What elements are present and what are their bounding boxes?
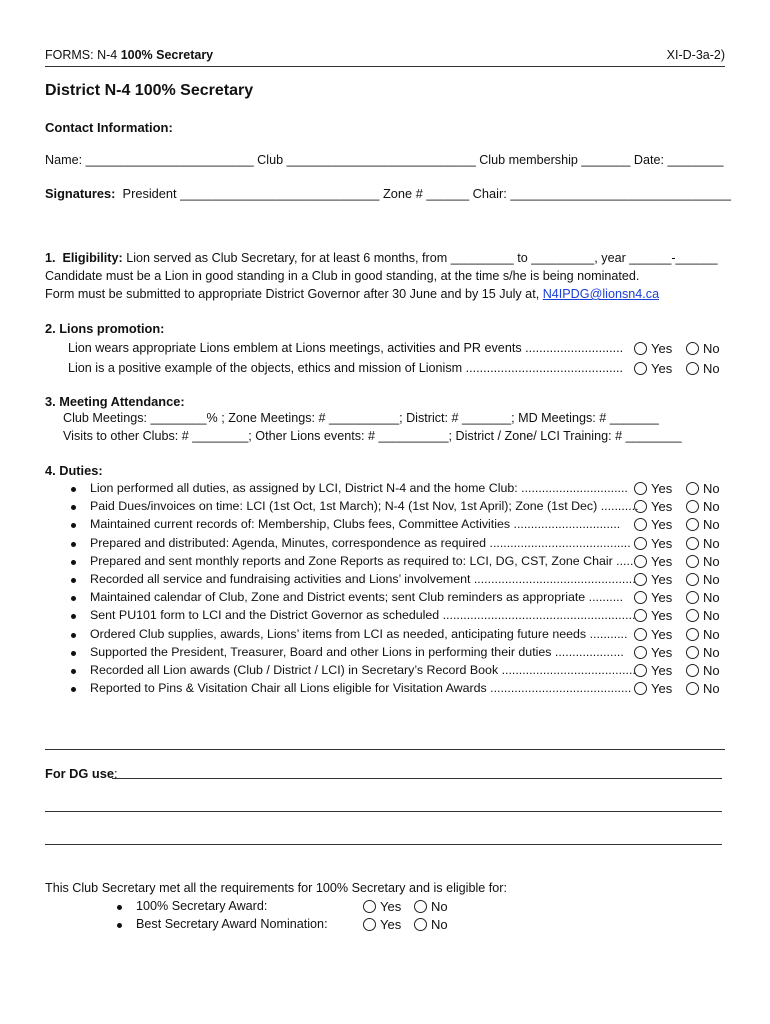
dg-use-line[interactable] [45, 811, 722, 812]
bullet-icon [71, 687, 76, 692]
no-label: No [703, 681, 720, 697]
form-code-bold: 100% Secretary [120, 48, 214, 62]
yes-radio-icon[interactable] [634, 342, 647, 355]
yes-label: Yes [651, 572, 673, 587]
yes-label: Yes [651, 361, 673, 376]
no-option[interactable] [686, 645, 720, 660]
yes-radio-icon[interactable] [634, 591, 647, 604]
form-reference: XI-D-3a-2) [666, 48, 725, 62]
eligibility-label: Eligibility: [62, 251, 123, 265]
duty-item: Prepared and distributed: Agenda, Minutes, correspondence as required ......................................... [90, 535, 631, 550]
divider [45, 749, 725, 750]
yes-option[interactable] [634, 517, 672, 532]
yes-label: Yes [380, 899, 402, 914]
yes-option[interactable] [634, 536, 672, 551]
bullet-icon [71, 669, 76, 674]
duties-heading: 4. Duties: [45, 463, 103, 478]
no-label: No [431, 899, 448, 914]
yes-label: Yes [651, 481, 673, 496]
yes-radio-icon[interactable] [634, 537, 647, 550]
no-radio-icon[interactable] [686, 482, 699, 495]
attendance-line-2[interactable]: Visits to other Clubs: # ________; Other Lions events: # __________; District / Zone/ LCI Training: # ________ [63, 429, 682, 443]
duty-item: Maintained current records of: Membership, Clubs fees, Committee Activities ............................... [90, 517, 621, 532]
no-label: No [703, 626, 720, 642]
dg-use-label: For DG use [45, 766, 114, 781]
no-radio-icon[interactable] [686, 646, 699, 659]
no-label: No [703, 499, 720, 515]
no-radio-icon[interactable] [686, 362, 699, 375]
yes-radio-icon[interactable] [363, 900, 376, 913]
yes-radio-icon[interactable] [363, 918, 376, 931]
duty-item: Recorded all service and fundraising activities and Lions’ involvement ............................................... [90, 572, 636, 586]
promotion-item: Lion is a positive example of the objects, ethics and mission of Lionism ............................................. [68, 361, 624, 375]
yes-radio-icon[interactable] [634, 482, 647, 495]
yes-label: Yes [651, 663, 673, 678]
yes-option[interactable] [634, 627, 672, 642]
no-label: No [703, 341, 720, 356]
dg-use-row [45, 766, 118, 781]
no-option[interactable] [686, 341, 720, 356]
no-option[interactable] [686, 536, 720, 551]
promotion-item: Lion wears appropriate Lions emblem at Lions meetings, activities and PR events ............................ [68, 341, 624, 355]
yes-label: Yes [651, 553, 673, 569]
no-option[interactable] [686, 663, 720, 678]
yes-label: Yes [380, 917, 402, 932]
eligibility-statement: This Club Secretary met all the requirements for 100% Secretary and is eligible for: [45, 881, 507, 895]
yes-option[interactable] [634, 361, 672, 376]
no-radio-icon[interactable] [686, 628, 699, 641]
yes-radio-icon[interactable] [634, 362, 647, 375]
no-radio-icon[interactable] [686, 555, 699, 568]
bullet-icon [71, 560, 76, 565]
dg-use-line[interactable] [112, 778, 722, 779]
duty-item: Supported the President, Treasurer, Board and other Lions in performing their duties .................... [90, 644, 624, 659]
award-item: Best Secretary Award Nomination: [136, 917, 328, 931]
bullet-icon [71, 542, 76, 547]
yes-radio-icon[interactable] [634, 555, 647, 568]
yes-radio-icon[interactable] [634, 609, 647, 622]
bullet-icon [117, 905, 122, 910]
no-label: No [703, 663, 720, 678]
eligibility-deadline-text: Form must be submitted to appropriate District Governor after 30 June and by 15 July at, [45, 287, 543, 301]
no-option[interactable] [686, 572, 720, 587]
yes-label: Yes [651, 644, 673, 660]
no-option[interactable] [686, 608, 720, 623]
no-option[interactable] [414, 917, 448, 932]
eligibility-line-2: Candidate must be a Lion in good standing in a Club in good standing, at the time s/he is being nominated. [45, 269, 640, 283]
attendance-line-1[interactable]: Club Meetings: ________% ; Zone Meetings: # __________; District: # _______; MD Meetings: # _______ [63, 411, 659, 425]
bullet-icon [71, 523, 76, 528]
duty-item: Paid Dues/invoices on time: LCI (1st Oct, 1st March); N-4 (1st Nov, 1st April); Zone (1st Dec) ........... [90, 499, 639, 514]
yes-option[interactable] [634, 590, 672, 605]
no-option[interactable] [686, 627, 720, 642]
duty-item: Ordered Club supplies, awards, Lions’ items from LCI as needed, anticipating future needs ........... [90, 626, 628, 641]
award-item: 100% Secretary Award: [136, 899, 268, 913]
no-radio-icon[interactable] [686, 537, 699, 550]
bullet-icon [117, 923, 122, 928]
page-title: District N-4 100% Secretary [45, 82, 254, 99]
bullet-icon [71, 596, 76, 601]
no-option[interactable] [686, 681, 720, 696]
no-option[interactable] [686, 499, 720, 514]
no-radio-icon[interactable] [414, 918, 427, 931]
yes-option[interactable] [634, 663, 672, 678]
signatures-label: Signatures: [45, 186, 116, 201]
no-radio-icon[interactable] [686, 342, 699, 355]
contact-heading: Contact Information: [45, 120, 173, 135]
yes-radio-icon[interactable] [634, 646, 647, 659]
yes-label: Yes [651, 590, 673, 606]
yes-option[interactable] [634, 481, 672, 496]
no-radio-icon[interactable] [686, 682, 699, 695]
no-label: No [703, 481, 720, 496]
signatures-line[interactable]: President ____________________________ Zone # ______ Chair: _______________________________ [122, 186, 731, 201]
eligibility-line-3 [45, 287, 659, 301]
signatures-row[interactable] [45, 186, 731, 201]
no-radio-icon[interactable] [686, 518, 699, 531]
no-option[interactable] [686, 361, 720, 376]
duty-item: Sent PU101 form to LCI and the District Governor as scheduled ........................................................ [90, 608, 636, 623]
bullet-icon [71, 633, 76, 638]
duty-item: Prepared and sent monthly reports and Zone Reports as required to: LCI, DG, CST, Zone Chair ..... [90, 553, 634, 568]
yes-option[interactable] [634, 681, 672, 696]
duty-item: Lion performed all duties, as assigned by LCI, District N-4 and the home Club: ............................... [90, 481, 628, 495]
yes-option[interactable] [363, 917, 401, 932]
no-label: No [703, 572, 720, 587]
no-label: No [703, 644, 720, 660]
no-option[interactable] [686, 590, 720, 605]
yes-label: Yes [651, 608, 673, 624]
duty-item: Maintained calendar of Club, Zone and District events; sent Club reminders as appropriate .......... [90, 590, 624, 605]
no-label: No [703, 361, 720, 376]
no-option[interactable] [686, 517, 720, 532]
yes-option[interactable] [634, 554, 672, 569]
no-radio-icon[interactable] [686, 591, 699, 604]
duty-item: Recorded all Lion awards (Club / District / LCI) in Secretary’s Record Book ....................................... [90, 663, 636, 677]
no-label: No [703, 535, 720, 551]
bullet-icon [71, 505, 76, 510]
yes-option[interactable] [634, 645, 672, 660]
promotion-heading: 2. Lions promotion: [45, 321, 165, 336]
form-code-label [45, 48, 213, 62]
no-option[interactable] [414, 899, 448, 914]
yes-label: Yes [651, 681, 673, 697]
form-header [45, 48, 725, 67]
yes-option[interactable] [363, 899, 401, 914]
yes-option[interactable] [634, 572, 672, 587]
contact-name-line[interactable]: Name: ________________________ Club ___________________________ Club membership _______ Date: ________ [45, 153, 724, 167]
no-radio-icon[interactable] [686, 573, 699, 586]
yes-radio-icon[interactable] [634, 573, 647, 586]
eligibility-line-1[interactable] [45, 251, 718, 265]
no-radio-icon[interactable] [414, 900, 427, 913]
no-option[interactable] [686, 554, 720, 569]
no-radio-icon[interactable] [686, 609, 699, 622]
yes-option[interactable] [634, 499, 672, 514]
yes-label: Yes [651, 535, 673, 551]
yes-radio-icon[interactable] [634, 682, 647, 695]
no-label: No [703, 553, 720, 569]
yes-radio-icon[interactable] [634, 500, 647, 513]
bullet-icon [71, 614, 76, 619]
bullet-icon [71, 578, 76, 583]
yes-label: Yes [651, 626, 673, 642]
yes-label: Yes [651, 517, 673, 533]
yes-option[interactable] [634, 608, 672, 623]
no-radio-icon[interactable] [686, 500, 699, 513]
no-label: No [431, 917, 448, 932]
email-link[interactable]: N4IPDG@lionsn4.ca [542, 287, 660, 301]
no-option[interactable] [686, 481, 720, 496]
no-label: No [703, 517, 720, 533]
form-code-prefix: FORMS: N-4 [45, 48, 121, 62]
yes-radio-icon[interactable] [634, 628, 647, 641]
dg-use-colon: : [113, 766, 118, 781]
no-radio-icon[interactable] [686, 664, 699, 677]
yes-radio-icon[interactable] [634, 518, 647, 531]
duty-item: Reported to Pins & Visitation Chair all Lions eligible for Visitation Awards ......................................... [90, 681, 632, 696]
no-label: No [703, 608, 720, 624]
yes-option[interactable] [634, 341, 672, 356]
yes-label: Yes [651, 341, 673, 356]
attendance-heading: 3. Meeting Attendance: [45, 394, 185, 409]
no-label: No [703, 590, 720, 606]
dg-use-line[interactable] [45, 844, 722, 845]
section-number: 1. [45, 251, 56, 265]
yes-label: Yes [651, 499, 673, 515]
eligibility-text[interactable]: Lion served as Club Secretary, for at least 6 months, from _________ to _________, year ______-______ [126, 251, 718, 265]
yes-radio-icon[interactable] [634, 664, 647, 677]
bullet-icon [71, 651, 76, 656]
bullet-icon [71, 487, 76, 492]
